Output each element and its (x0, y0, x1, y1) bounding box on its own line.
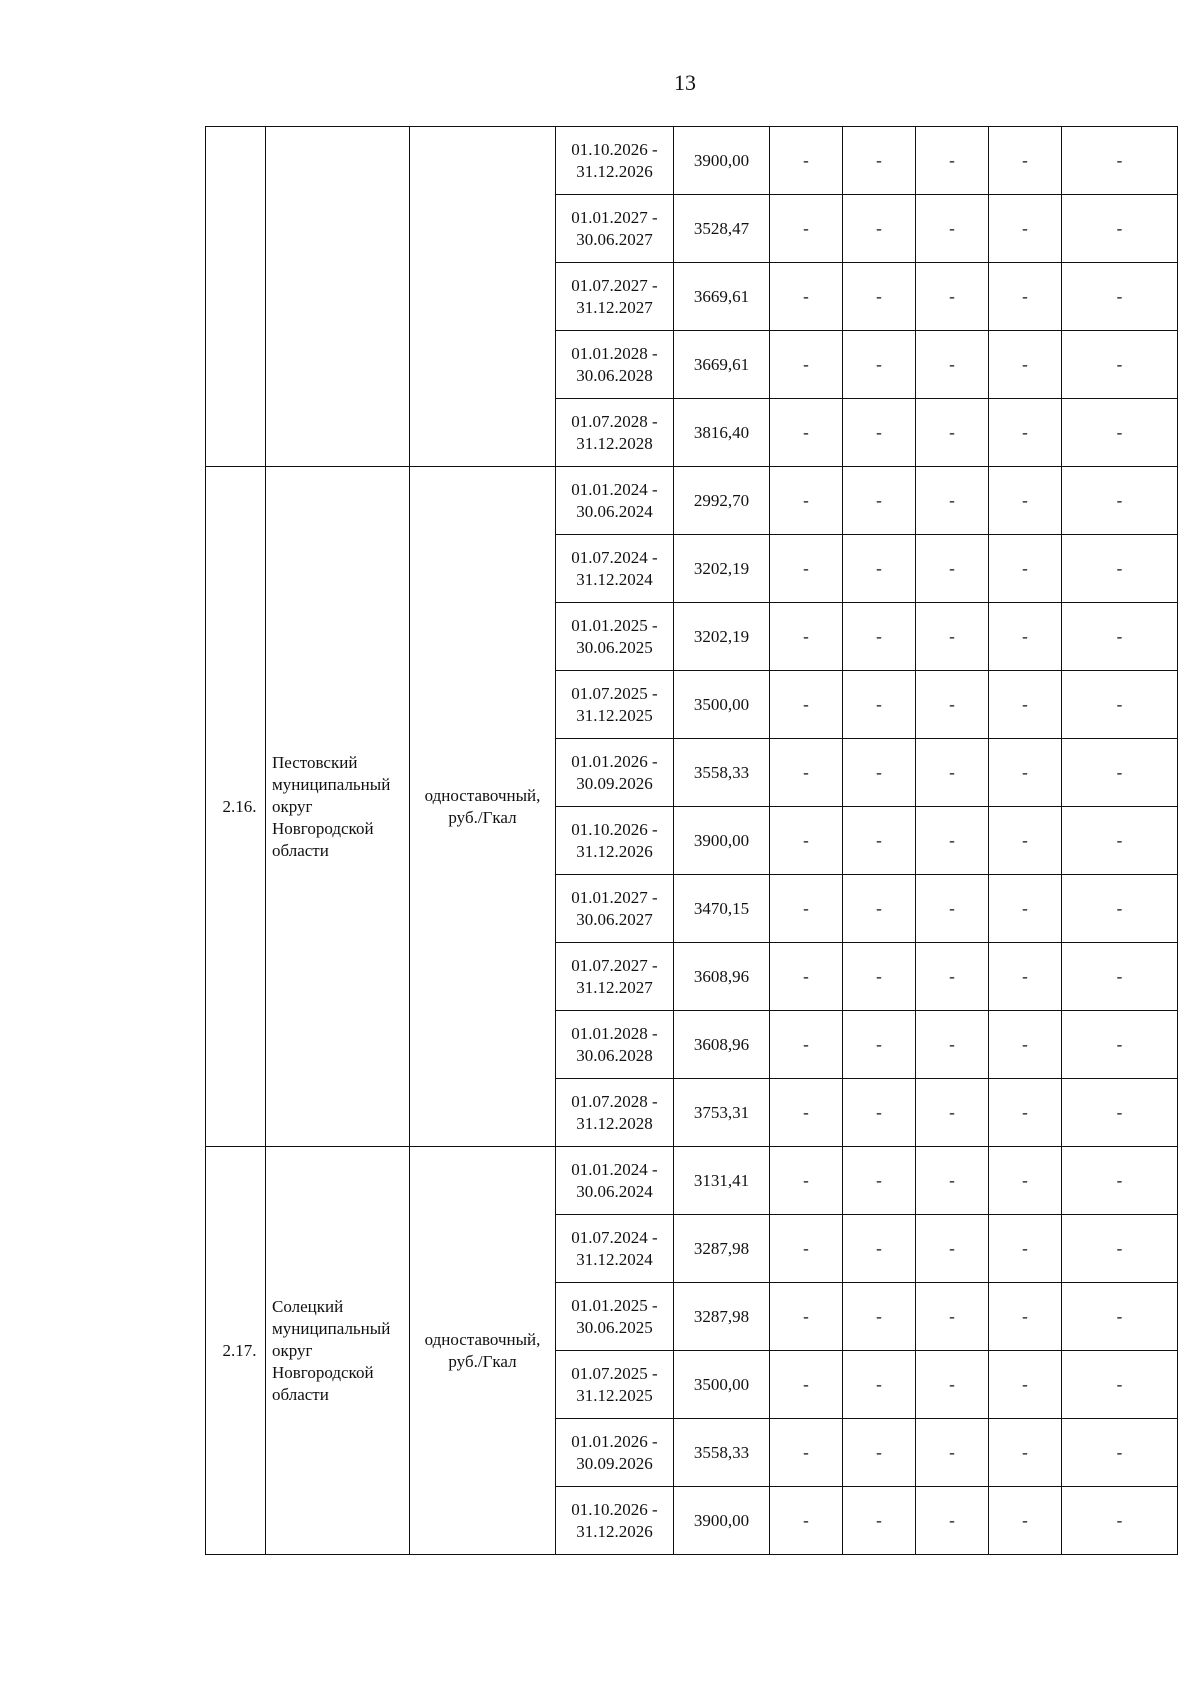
empty-value-cell: - (843, 739, 916, 807)
empty-value-cell: - (916, 1419, 989, 1487)
empty-value-cell: - (989, 1351, 1062, 1419)
empty-value-cell: - (770, 1351, 843, 1419)
tariff-value-cell: 3900,00 (674, 1487, 770, 1555)
empty-value-cell: - (989, 195, 1062, 263)
empty-value-cell: - (843, 1419, 916, 1487)
empty-value-cell: - (1062, 671, 1178, 739)
empty-value-cell: - (1062, 1487, 1178, 1555)
period-cell: 01.01.2024 - 30.06.2024 (556, 1147, 674, 1215)
tariff-value-cell: 3528,47 (674, 195, 770, 263)
empty-value-cell: - (770, 1283, 843, 1351)
empty-value-cell: - (989, 1487, 1062, 1555)
tariff-value-cell: 3669,61 (674, 331, 770, 399)
tariff-unit (410, 127, 556, 467)
tariff-value-cell: 3608,96 (674, 943, 770, 1011)
empty-value-cell: - (989, 1079, 1062, 1147)
empty-value-cell: - (1062, 127, 1178, 195)
empty-value-cell: - (989, 399, 1062, 467)
empty-value-cell: - (989, 875, 1062, 943)
municipality-name: Пестовский муниципальный округ Новгородской области (266, 467, 410, 1147)
period-cell: 01.01.2028 - 30.06.2028 (556, 331, 674, 399)
tariff-value-cell: 3202,19 (674, 603, 770, 671)
empty-value-cell: - (770, 1419, 843, 1487)
empty-value-cell: - (989, 127, 1062, 195)
tariff-value-cell: 3753,31 (674, 1079, 770, 1147)
empty-value-cell: - (770, 331, 843, 399)
empty-value-cell: - (916, 127, 989, 195)
empty-value-cell: - (843, 1079, 916, 1147)
empty-value-cell: - (843, 399, 916, 467)
period-cell: 01.01.2027 - 30.06.2027 (556, 195, 674, 263)
empty-value-cell: - (1062, 1079, 1178, 1147)
empty-value-cell: - (1062, 875, 1178, 943)
empty-value-cell: - (916, 875, 989, 943)
tariff-value-cell: 3558,33 (674, 739, 770, 807)
empty-value-cell: - (843, 195, 916, 263)
tariff-unit: одноставочный, руб./Гкал (410, 467, 556, 1147)
period-cell: 01.01.2026 - 30.09.2026 (556, 1419, 674, 1487)
empty-value-cell: - (770, 127, 843, 195)
empty-value-cell: - (989, 535, 1062, 603)
empty-value-cell: - (1062, 535, 1178, 603)
empty-value-cell: - (770, 807, 843, 875)
empty-value-cell: - (843, 875, 916, 943)
item-number (206, 127, 266, 467)
empty-value-cell: - (1062, 603, 1178, 671)
empty-value-cell: - (843, 1351, 916, 1419)
empty-value-cell: - (989, 739, 1062, 807)
tariff-value-cell: 2992,70 (674, 467, 770, 535)
tariff-value-cell: 3470,15 (674, 875, 770, 943)
empty-value-cell: - (1062, 263, 1178, 331)
empty-value-cell: - (916, 195, 989, 263)
empty-value-cell: - (1062, 1147, 1178, 1215)
period-cell: 01.07.2025 - 31.12.2025 (556, 1351, 674, 1419)
period-cell: 01.07.2028 - 31.12.2028 (556, 399, 674, 467)
period-cell: 01.10.2026 - 31.12.2026 (556, 1487, 674, 1555)
empty-value-cell: - (989, 1011, 1062, 1079)
empty-value-cell: - (843, 263, 916, 331)
empty-value-cell: - (1062, 1215, 1178, 1283)
empty-value-cell: - (1062, 739, 1178, 807)
empty-value-cell: - (1062, 943, 1178, 1011)
period-cell: 01.01.2025 - 30.06.2025 (556, 603, 674, 671)
table-row (206, 127, 1178, 195)
empty-value-cell: - (770, 1011, 843, 1079)
empty-value-cell: - (843, 807, 916, 875)
empty-value-cell: - (916, 1079, 989, 1147)
tariff-value-cell: 3287,98 (674, 1283, 770, 1351)
period-cell: 01.01.2027 - 30.06.2027 (556, 875, 674, 943)
empty-value-cell: - (989, 263, 1062, 331)
tariff-unit: одноставочный, руб./Гкал (410, 1147, 556, 1555)
empty-value-cell: - (1062, 195, 1178, 263)
empty-value-cell: - (843, 1215, 916, 1283)
empty-value-cell: - (1062, 1351, 1178, 1419)
empty-value-cell: - (916, 671, 989, 739)
period-cell: 01.07.2027 - 31.12.2027 (556, 263, 674, 331)
tariff-table-body (206, 127, 1178, 1555)
empty-value-cell: - (770, 671, 843, 739)
item-number: 2.17. (206, 1147, 266, 1555)
tariff-value-cell: 3900,00 (674, 127, 770, 195)
empty-value-cell: - (916, 263, 989, 331)
tariff-value-cell: 3287,98 (674, 1215, 770, 1283)
empty-value-cell: - (770, 603, 843, 671)
empty-value-cell: - (843, 1283, 916, 1351)
empty-value-cell: - (916, 1215, 989, 1283)
tariff-value-cell: 3500,00 (674, 671, 770, 739)
period-cell: 01.07.2024 - 31.12.2024 (556, 1215, 674, 1283)
period-cell: 01.07.2027 - 31.12.2027 (556, 943, 674, 1011)
tariff-value-cell: 3500,00 (674, 1351, 770, 1419)
empty-value-cell: - (770, 739, 843, 807)
period-cell: 01.01.2025 - 30.06.2025 (556, 1283, 674, 1351)
municipality-name: Солецкий муниципальный округ Новгородской области (266, 1147, 410, 1555)
empty-value-cell: - (843, 943, 916, 1011)
tariff-value-cell: 3131,41 (674, 1147, 770, 1215)
empty-value-cell: - (770, 875, 843, 943)
empty-value-cell: - (1062, 467, 1178, 535)
empty-value-cell: - (843, 1147, 916, 1215)
period-cell: 01.07.2024 - 31.12.2024 (556, 535, 674, 603)
period-cell: 01.01.2024 - 30.06.2024 (556, 467, 674, 535)
empty-value-cell: - (989, 671, 1062, 739)
empty-value-cell: - (770, 467, 843, 535)
empty-value-cell: - (916, 399, 989, 467)
period-cell: 01.01.2028 - 30.06.2028 (556, 1011, 674, 1079)
empty-value-cell: - (770, 535, 843, 603)
tariff-value-cell: 3608,96 (674, 1011, 770, 1079)
period-cell: 01.10.2026 - 31.12.2026 (556, 807, 674, 875)
empty-value-cell: - (770, 399, 843, 467)
empty-value-cell: - (916, 535, 989, 603)
empty-value-cell: - (916, 1283, 989, 1351)
empty-value-cell: - (989, 807, 1062, 875)
tariff-value-cell: 3669,61 (674, 263, 770, 331)
period-cell: 01.07.2025 - 31.12.2025 (556, 671, 674, 739)
empty-value-cell: - (843, 671, 916, 739)
empty-value-cell: - (989, 943, 1062, 1011)
item-number: 2.16. (206, 467, 266, 1147)
table-row (206, 1147, 1178, 1215)
empty-value-cell: - (843, 1487, 916, 1555)
empty-value-cell: - (1062, 399, 1178, 467)
empty-value-cell: - (916, 1351, 989, 1419)
empty-value-cell: - (843, 535, 916, 603)
empty-value-cell: - (1062, 1283, 1178, 1351)
table-row (206, 467, 1178, 535)
empty-value-cell: - (989, 467, 1062, 535)
empty-value-cell: - (843, 1011, 916, 1079)
empty-value-cell: - (916, 467, 989, 535)
empty-value-cell: - (770, 1079, 843, 1147)
empty-value-cell: - (916, 1011, 989, 1079)
empty-value-cell: - (989, 331, 1062, 399)
period-cell: 01.10.2026 - 31.12.2026 (556, 127, 674, 195)
empty-value-cell: - (989, 1215, 1062, 1283)
municipality-name (266, 127, 410, 467)
empty-value-cell: - (770, 1215, 843, 1283)
tariff-value-cell: 3202,19 (674, 535, 770, 603)
tariff-value-cell: 3558,33 (674, 1419, 770, 1487)
empty-value-cell: - (989, 1283, 1062, 1351)
empty-value-cell: - (1062, 1419, 1178, 1487)
empty-value-cell: - (916, 603, 989, 671)
empty-value-cell: - (843, 127, 916, 195)
empty-value-cell: - (916, 807, 989, 875)
empty-value-cell: - (989, 603, 1062, 671)
empty-value-cell: - (989, 1147, 1062, 1215)
empty-value-cell: - (916, 331, 989, 399)
empty-value-cell: - (989, 1419, 1062, 1487)
empty-value-cell: - (770, 1487, 843, 1555)
tariff-value-cell: 3900,00 (674, 807, 770, 875)
empty-value-cell: - (770, 1147, 843, 1215)
empty-value-cell: - (916, 1147, 989, 1215)
empty-value-cell: - (770, 943, 843, 1011)
empty-value-cell: - (770, 263, 843, 331)
empty-value-cell: - (916, 739, 989, 807)
empty-value-cell: - (916, 1487, 989, 1555)
period-cell: 01.07.2028 - 31.12.2028 (556, 1079, 674, 1147)
empty-value-cell: - (843, 331, 916, 399)
empty-value-cell: - (1062, 1011, 1178, 1079)
empty-value-cell: - (843, 467, 916, 535)
page-number: 13 (674, 70, 696, 95)
empty-value-cell: - (1062, 331, 1178, 399)
empty-value-cell: - (916, 943, 989, 1011)
tariff-table (205, 126, 1178, 1555)
empty-value-cell: - (843, 603, 916, 671)
empty-value-cell: - (770, 195, 843, 263)
empty-value-cell: - (1062, 807, 1178, 875)
tariff-value-cell: 3816,40 (674, 399, 770, 467)
period-cell: 01.01.2026 - 30.09.2026 (556, 739, 674, 807)
